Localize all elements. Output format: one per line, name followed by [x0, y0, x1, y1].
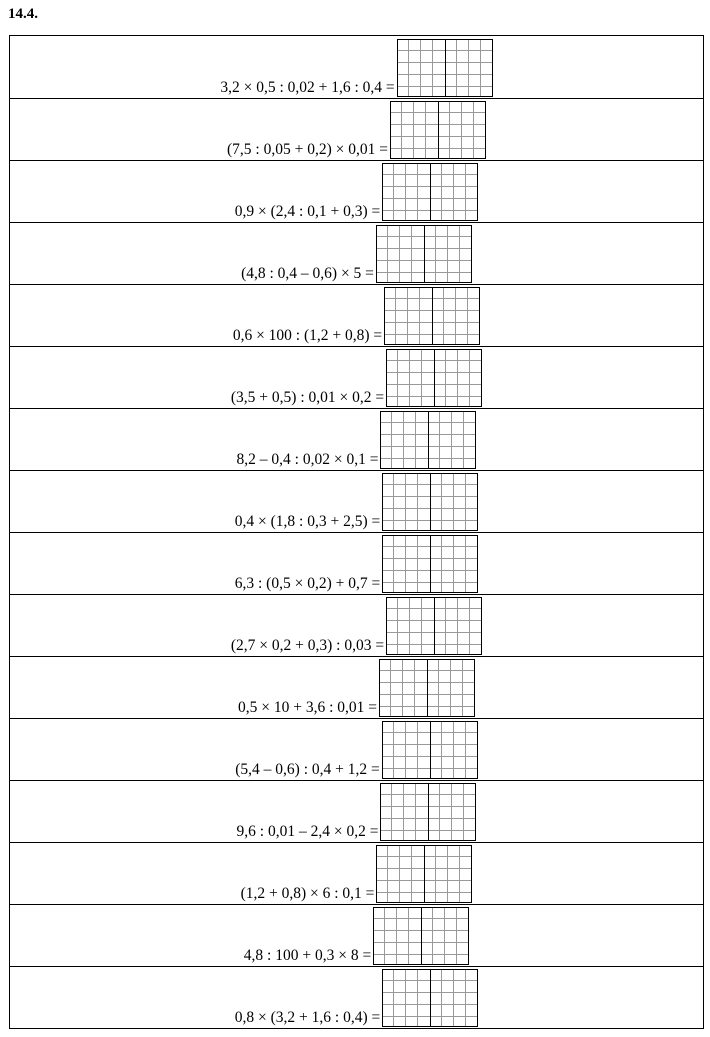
expression-row [10, 408, 703, 470]
answer-cell-group[interactable] [383, 164, 430, 220]
expression-row [10, 222, 703, 284]
answer-box[interactable] [386, 597, 482, 655]
expression-text: (2,7 × 0,2 + 0,3) : 0,03 = [230, 637, 385, 654]
answer-cell-group[interactable] [428, 784, 475, 840]
answer-cell-group[interactable] [387, 598, 434, 654]
answer-cell-group[interactable] [432, 288, 479, 344]
answer-box[interactable] [382, 163, 478, 221]
answer-box[interactable] [376, 845, 472, 903]
answer-cell-group[interactable] [430, 474, 477, 530]
task-number: 14.4. [8, 6, 38, 22]
answer-box[interactable] [382, 969, 478, 1027]
answer-box[interactable] [382, 721, 478, 779]
expression-text: (7,5 : 0,05 + 0,2) × 0,01 = [227, 141, 388, 158]
answer-cell-group[interactable] [383, 536, 430, 592]
answer-cell-group[interactable] [430, 164, 477, 220]
answer-box[interactable] [386, 349, 482, 407]
answer-box[interactable] [376, 225, 472, 283]
expression-text: (5,4 – 0,6) : 0,4 + 1,2 = [235, 761, 380, 778]
expression-row [10, 718, 703, 780]
answer-cell-group[interactable] [380, 660, 427, 716]
answer-box[interactable] [380, 783, 476, 841]
expression-row [10, 532, 703, 594]
expression-text: 3,2 × 0,5 : 0,02 + 1,6 : 0,4 = [220, 79, 395, 96]
exercise-table [9, 35, 704, 1029]
answer-cell-group[interactable] [438, 102, 485, 158]
answer-cell-group[interactable] [430, 536, 477, 592]
answer-box[interactable] [390, 101, 486, 159]
answer-cell-group[interactable] [383, 722, 430, 778]
answer-cell-group[interactable] [428, 412, 475, 468]
answer-cell-group[interactable] [398, 40, 445, 96]
answer-cell-group[interactable] [430, 970, 477, 1026]
answer-cell-group[interactable] [421, 908, 468, 964]
answer-cell-group[interactable] [374, 908, 421, 964]
answer-box[interactable] [380, 411, 476, 469]
expression-row [10, 36, 703, 98]
expression-text: 0,5 × 10 + 3,6 : 0,01 = [237, 699, 378, 716]
expression-text: 0,6 × 100 : (1,2 + 0,8) = [232, 327, 383, 344]
answer-cell-group[interactable] [424, 226, 471, 282]
answer-cell-group[interactable] [381, 412, 428, 468]
expression-row [10, 780, 703, 842]
expression-row [10, 346, 703, 408]
answer-cell-group[interactable] [434, 350, 481, 406]
answer-cell-group[interactable] [434, 598, 481, 654]
answer-cell-group[interactable] [383, 970, 430, 1026]
answer-cell-group[interactable] [381, 784, 428, 840]
answer-cell-group[interactable] [387, 350, 434, 406]
answer-cell-group[interactable] [427, 660, 474, 716]
expression-row [10, 842, 703, 904]
expression-text: 8,2 – 0,4 : 0,02 × 0,1 = [236, 451, 379, 468]
expression-text: 0,8 × (3,2 + 1,6 : 0,4) = [234, 1009, 381, 1026]
expression-text: 0,9 × (2,4 : 0,1 + 0,3) = [234, 203, 381, 220]
answer-cell-group[interactable] [391, 102, 438, 158]
expression-text: 4,8 : 100 + 0,3 × 8 = [243, 947, 372, 964]
answer-cell-group[interactable] [377, 226, 424, 282]
expression-row [10, 160, 703, 222]
answer-box[interactable] [379, 659, 475, 717]
answer-cell-group[interactable] [424, 846, 471, 902]
expression-row [10, 470, 703, 532]
expression-row [10, 966, 703, 1028]
answer-cell-group[interactable] [377, 846, 424, 902]
expression-row [10, 594, 703, 656]
expression-text: 0,4 × (1,8 : 0,3 + 2,5) = [234, 513, 381, 530]
expression-text: (3,5 + 0,5) : 0,01 × 0,2 = [230, 389, 385, 406]
answer-box[interactable] [373, 907, 469, 965]
answer-cell-group[interactable] [385, 288, 432, 344]
expression-text: (1,2 + 0,8) × 6 : 0,1 = [240, 885, 375, 902]
answer-box[interactable] [382, 535, 478, 593]
expression-row [10, 656, 703, 718]
answer-cell-group[interactable] [445, 40, 492, 96]
answer-cell-group[interactable] [430, 722, 477, 778]
expression-row [10, 284, 703, 346]
answer-box[interactable] [397, 39, 493, 97]
expression-text: (4,8 : 0,4 – 0,6) × 5 = [241, 265, 374, 282]
expression-row [10, 98, 703, 160]
expression-text: 6,3 : (0,5 × 0,2) + 0,7 = [234, 575, 381, 592]
expression-row [10, 904, 703, 966]
answer-box[interactable] [384, 287, 480, 345]
answer-cell-group[interactable] [383, 474, 430, 530]
answer-box[interactable] [382, 473, 478, 531]
expression-text: 9,6 : 0,01 – 2,4 × 0,2 = [236, 823, 379, 840]
